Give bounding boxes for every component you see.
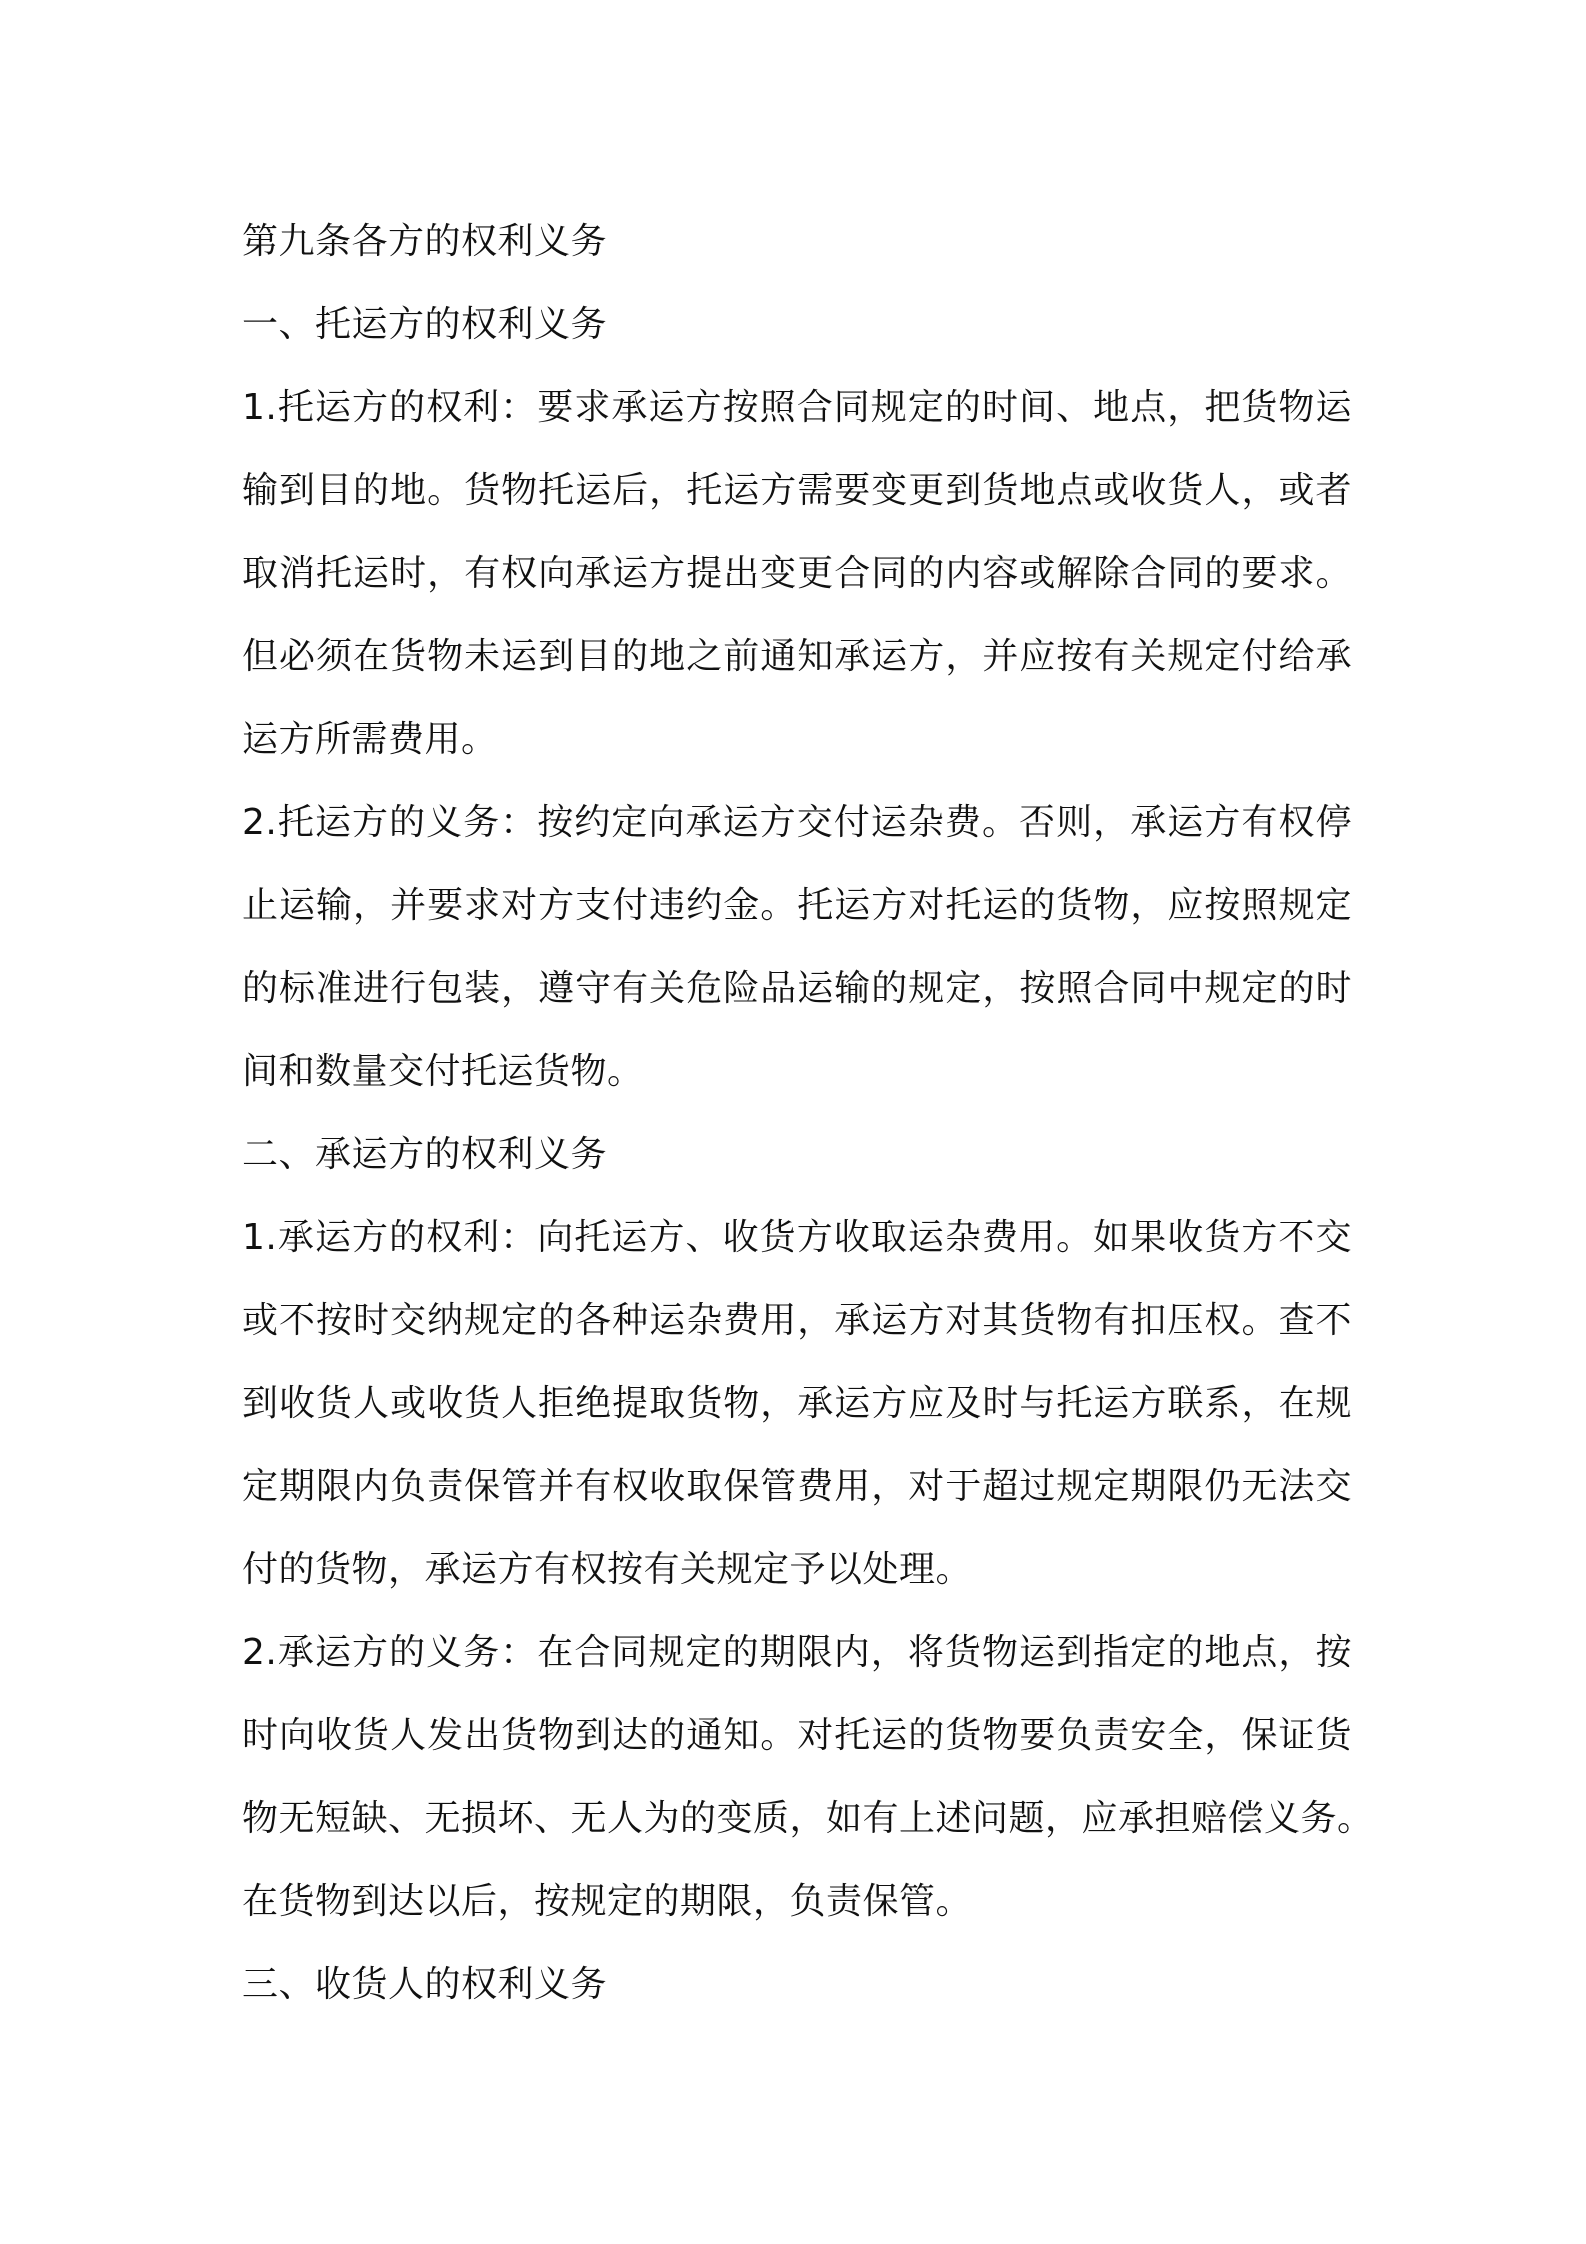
paragraph-line: 到收货人或收货人拒绝提取货物，承运方应及时与托运方联系，在规 <box>242 1383 1352 1424</box>
paragraph-line: 在货物到达以后，按规定的期限，负责保管。 <box>242 1881 973 1922</box>
paragraph-line: 或不按时交纳规定的各种运杂费用，承运方对其货物有扣压权。查不 <box>242 1300 1352 1341</box>
paragraph-line: 运方所需费用。 <box>242 719 498 760</box>
document-body <box>242 200 1374 2026</box>
paragraph-line: 2.承运方的义务：在合同规定的期限内，将货物运到指定的地点，按 <box>242 1632 1352 1673</box>
section-heading-carrier: 二、承运方的权利义务 <box>242 1134 608 1175</box>
paragraph-line: 但必须在货物未运到目的地之前通知承运方，并应按有关规定付给承 <box>242 636 1352 677</box>
paragraph-line: 付的货物，承运方有权按有关规定予以处理。 <box>242 1549 973 1590</box>
paragraph-line: 间和数量交付托运货物。 <box>242 1051 644 1092</box>
article-title: 第九条各方的权利义务 <box>242 221 608 262</box>
paragraph-line: 取消托运时，有权向承运方提出变更合同的内容或解除合同的要求。 <box>242 553 1352 594</box>
paragraph-line: 输到目的地。货物托运后，托运方需要变更到货地点或收货人，或者 <box>242 470 1352 511</box>
paragraph-line: 1.托运方的权利：要求承运方按照合同规定的时间、地点，把货物运 <box>242 387 1352 428</box>
paragraph-line: 2.托运方的义务：按约定向承运方交付运杂费。否则，承运方有权停 <box>242 802 1352 843</box>
section-heading-consignee: 三、收货人的权利义务 <box>242 1964 608 2005</box>
paragraph-line: 定期限内负责保管并有权收取保管费用，对于超过规定期限仍无法交 <box>242 1466 1352 1507</box>
section-heading-shipper: 一、托运方的权利义务 <box>242 304 608 345</box>
paragraph-line: 的标准进行包装，遵守有关危险品运输的规定，按照合同中规定的时 <box>242 968 1352 1009</box>
paragraph-line: 1.承运方的权利：向托运方、收货方收取运杂费用。如果收货方不交 <box>242 1217 1352 1258</box>
paragraph-line: 物无短缺、无损坏、无人为的变质，如有上述问题，应承担赔偿义务。 <box>242 1798 1374 1839</box>
paragraph-line: 止运输，并要求对方支付违约金。托运方对托运的货物，应按照规定 <box>242 885 1352 926</box>
paragraph-line: 时向收货人发出货物到达的通知。对托运的货物要负责安全，保证货 <box>242 1715 1352 1756</box>
